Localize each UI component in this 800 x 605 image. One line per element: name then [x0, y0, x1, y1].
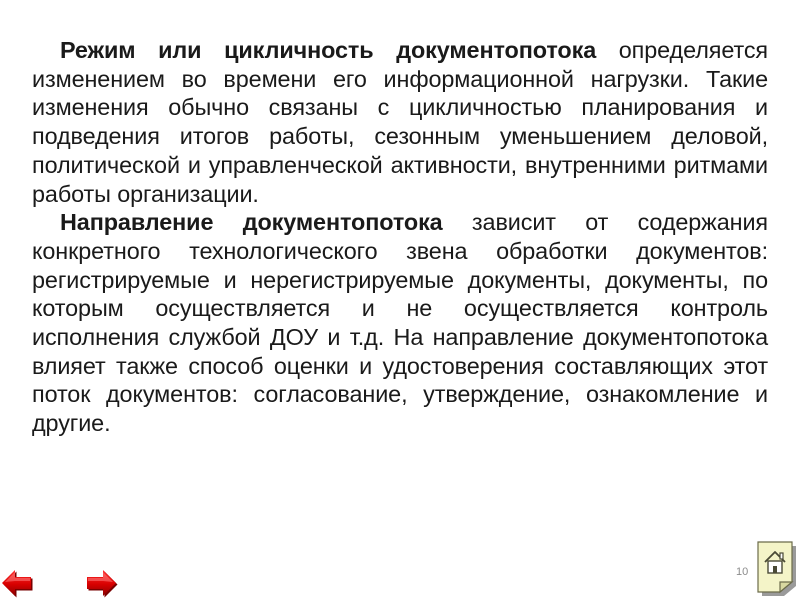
home-icon	[756, 540, 798, 596]
next-slide-button[interactable]	[84, 566, 118, 600]
arrow-left-icon	[0, 566, 34, 600]
paragraph-mode-text: определяется изменением во времени его информационной нагрузки. Такие изменения обычно связаны с цикличностью планирования и подведения итогов работы, сезонным уменьшением деловой, политической и управленческой активности, внутренними ритмами работы организации.	[32, 37, 768, 207]
slide-body-text	[32, 36, 768, 438]
paragraph-direction	[32, 208, 768, 438]
arrow-right-icon	[84, 566, 118, 600]
previous-slide-button[interactable]	[0, 566, 34, 600]
page-number: 10	[736, 566, 749, 578]
paragraph-direction-text: зависит от содержания конкретного технологического звена обработки документов: регистрируемые и нерегистрируемые документы, документы, по которым осуществляется и не осуществляется контроль исполнения службой ДОУ и т.д. На направление документопотока влияет также способ оценки и удостоверения составляющих этот поток документов: согласование, утверждение, ознакомление и другие.	[32, 209, 768, 437]
paragraph-mode	[32, 36, 768, 208]
home-button[interactable]	[756, 540, 798, 596]
paragraph-mode-term: Режим или цикличность документопотока	[60, 37, 597, 63]
paragraph-direction-term: Направление документопотока	[60, 209, 443, 236]
